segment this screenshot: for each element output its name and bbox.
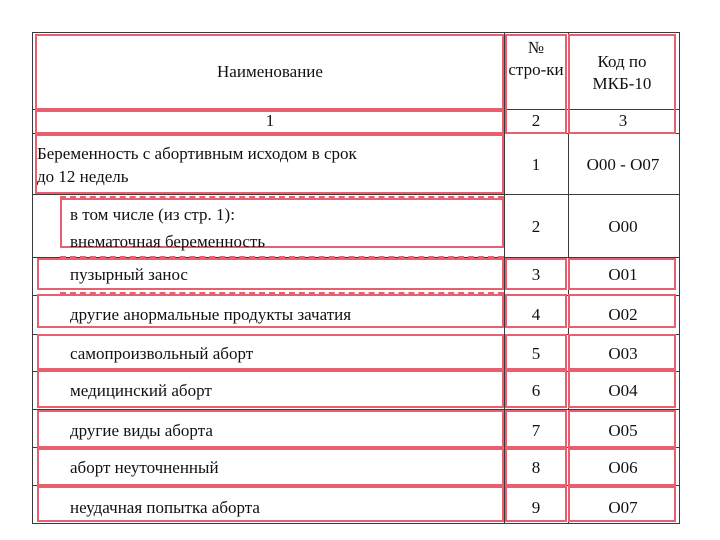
row-name: другие виды аборта [70, 421, 213, 440]
icd-code: O05 [608, 421, 638, 440]
row-number: 1 [531, 155, 541, 174]
icd-code: O07 [608, 498, 638, 517]
row-number: 4 [531, 305, 541, 324]
row-name: другие анормальные продукты зачатия [70, 305, 352, 324]
icd-code: O00 [608, 217, 638, 236]
header-icd-code: Код по МКБ-10 [592, 52, 652, 93]
icd-code: O03 [608, 344, 638, 363]
row-number: 7 [531, 421, 541, 440]
row-number: 2 [531, 217, 541, 236]
icd-code: O04 [608, 381, 638, 400]
row-name-line: до 12 недель [37, 167, 129, 186]
row-name: медицинский аборт [70, 381, 212, 400]
row-divider [33, 194, 679, 195]
row-number: 3 [531, 265, 541, 284]
row-number: 6 [531, 381, 541, 400]
row-name: неудачная попытка аборта [70, 498, 260, 517]
header-row-number: № стро-ки [508, 38, 564, 79]
row-number: 8 [531, 458, 541, 477]
row-number: 9 [531, 498, 541, 517]
row-name: самопроизвольный аборт [70, 344, 254, 363]
column-number-1: 1 [265, 111, 275, 130]
column-number-3: 3 [618, 111, 628, 130]
icd-code: O06 [608, 458, 638, 477]
row-name-line: в том числе (из стр. 1): [70, 205, 235, 224]
icd-code: O00 - O07 [586, 155, 660, 174]
row-name: аборт неуточненный [70, 458, 219, 477]
column-number-2: 2 [531, 111, 541, 130]
header-name: Наименование [217, 62, 323, 81]
row-name-line: внематочная беременность [70, 232, 266, 251]
row-name: пузырный занос [70, 265, 188, 284]
row-name-line: Беременность с абортивным исходом в срок [37, 144, 357, 163]
icd-code: O02 [608, 305, 638, 324]
icd-code: O01 [608, 265, 638, 284]
row-number: 5 [531, 344, 541, 363]
